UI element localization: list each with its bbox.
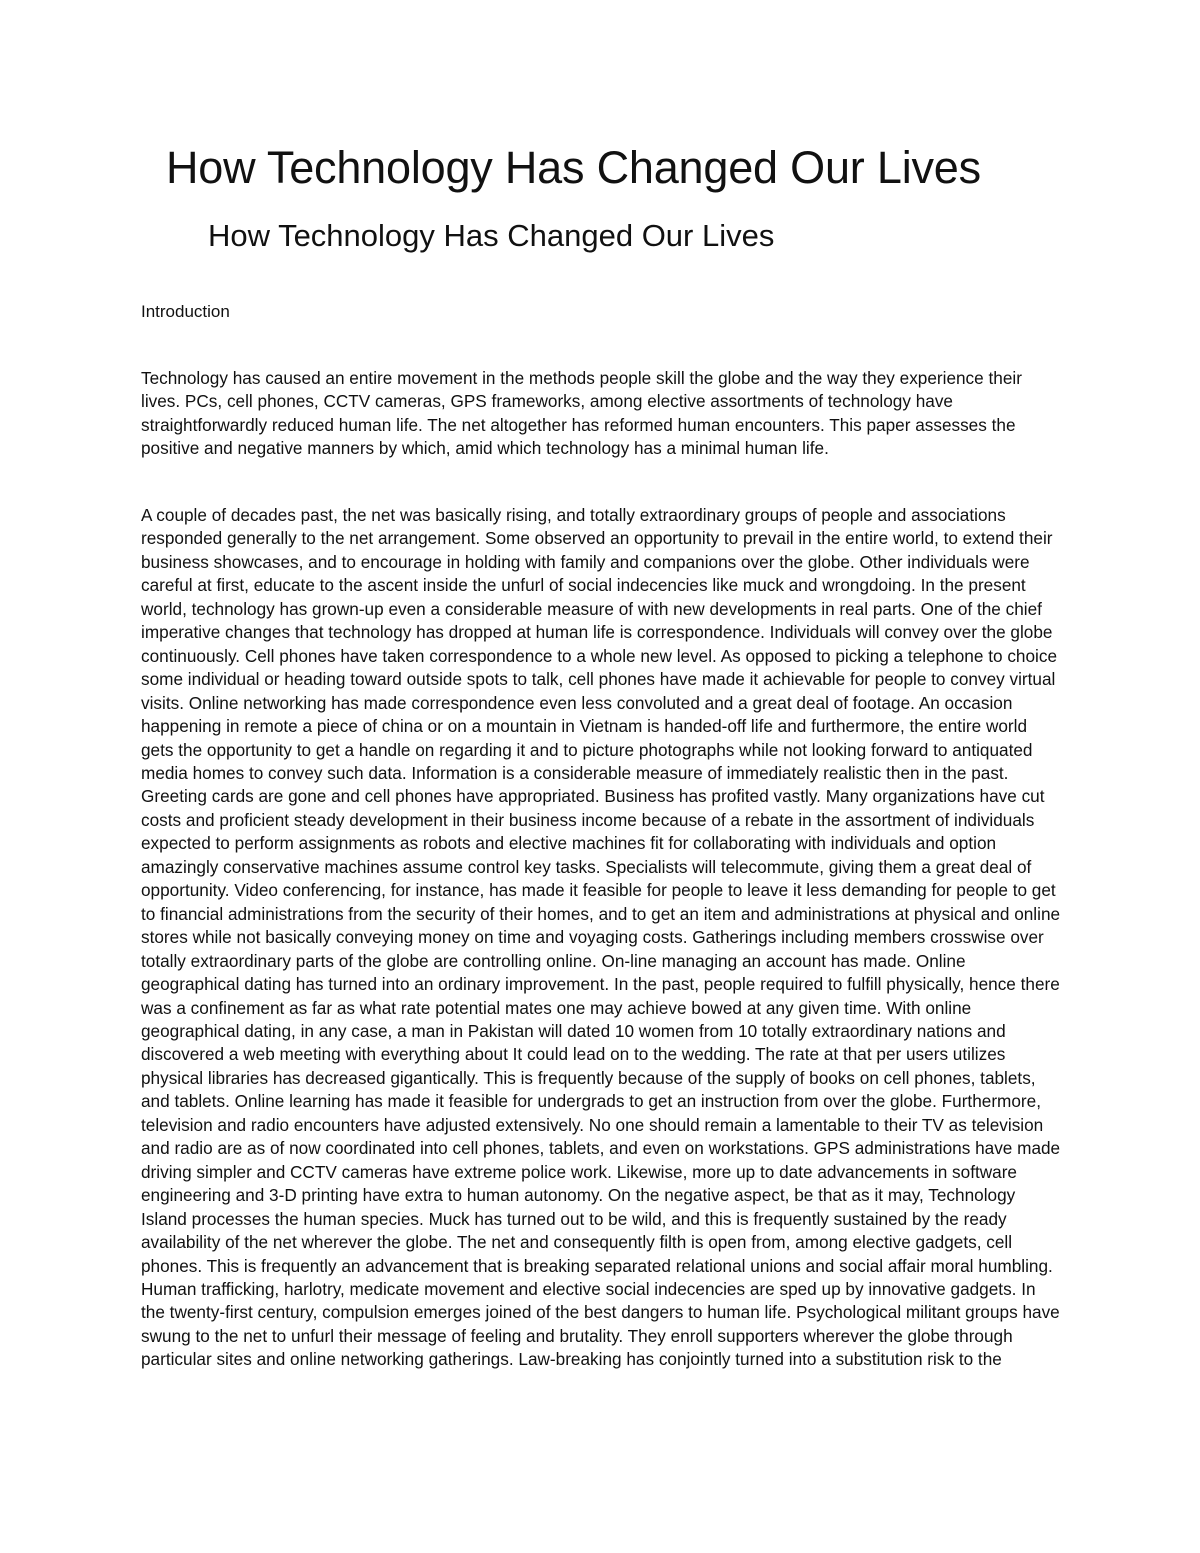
body-paragraph: Technology has caused an entire movement in the methods people skill the globe and the way they experience their lives. PCs, cell phones, CCTV cameras, GPS frameworks, among elective assortments of technology have straightforwardly reduced human life. The net altogether has reformed human encounters. This paper assesses the positive and negative manners by which, amid which technology has a minimal human life. [141, 368, 1022, 459]
body-paragraph: A couple of decades past, the net was basically rising, and totally extraordinary groups of people and associations responded generally to the net arrangement. Some observed an opportunity to prevail in the entire world, to extend their business showcases, and to encourage in holding with family and companions over the globe. Other individuals were careful at first, educate to the ascent inside the unfurl of social indecencies like muck and wrongdoing. In the present world, technology has grown-up even a considerable measure of with new developments in real parts. One of the chief imperative changes that technology has dropped at human life is correspondence. Individuals will convey over the globe continuously. Cell phones have taken correspondence to a whole new level. As opposed to picking a telephone to choice some individual or heading toward outside spots to talk, cell phones have made it achievable for people to convey virtual visits. Online networking has made correspondence even less convoluted and a great deal of footage. An occasion happening in remote a piece of china or on a mountain in Vietnam is handed-off life and furthermore, the entire world gets the opportunity to get a handle on regarding it and to picture photographs while not looking forward to antiquated media homes to convey such data. Information is a considerable measure of immediately realistic then in the past. Greeting cards are gone and cell phones have appropriated. Business has profited vastly. Many organizations have cut costs and proficient steady development in their business income because of a rebate in the assortment of individuals expected to perform assignments as robots and elective machines fit for collaborating with individuals and option amazingly conservative machines assume control key tasks. Specialists will telecommute, giving them a great deal of opportunity. Video conferencing, for instance, has made it feasible for people to leave it less demanding for people to get to financial administrations from the security of their homes, and to get an item and administrations at physical and online stores while not basically conveying money on time and voyaging costs. Gatherings including members crosswise over totally extraordinary parts of the globe are controlling online. On-line managing an account has made. Online geographical dating has turned into an ordinary improvement. In the past, people required to fulfill physically, hence there was a confinement as far as what rate potential mates one may achieve bowed at any given time. With online geographical dating, in any case, a man in Pakistan will dated 10 women from 10 totally extraordinary nations and discovered a web meeting with everything about It could lead on to the wedding. The rate at that per users utilizes physical libraries has decreased gigantically. This is frequently because of the supply of books on cell phones, tablets, and tablets. Online learning has made it feasible for undergrads to get an instruction from over the globe. Furthermore, television and radio encounters have adjusted extensively. No one should remain a lamentable to their TV as television and radio are as of now coordinated into cell phones, tablets, and even on workstations. GPS administrations have made driving simpler and CCTV cameras have extreme police work. Likewise, more up to date advancements in software engineering and 3-D printing have extra to human autonomy. On the negative aspect, be that as it may, Technology Island processes the human species. Muck has turned out to be wild, and this is frequently sustained by the ready availability of the net wherever the globe. The net and consequently filth is open from, among elective gadgets, cell phones. This is frequently an advancement that is breaking separated relational unions and social affair moral humbling. Human trafficking, harlotry, medicate movement and elective social indecencies are sped up by innovative gadgets. In the twenty-first century, compulsion emerges joined of the best dangers to human life. Psychological militant groups have swung to the net to unfurl their message of feeling and brutality. They enroll supporters wherever the globe through particular sites and online networking gatherings. Law-breaking has conjointly turned into a substitution risk to the [141, 505, 1061, 1370]
document-title: How Technology Has Changed Our Lives [166, 142, 981, 193]
section-heading-introduction: Introduction [141, 302, 230, 321]
document-subtitle: How Technology Has Changed Our Lives [208, 218, 775, 253]
